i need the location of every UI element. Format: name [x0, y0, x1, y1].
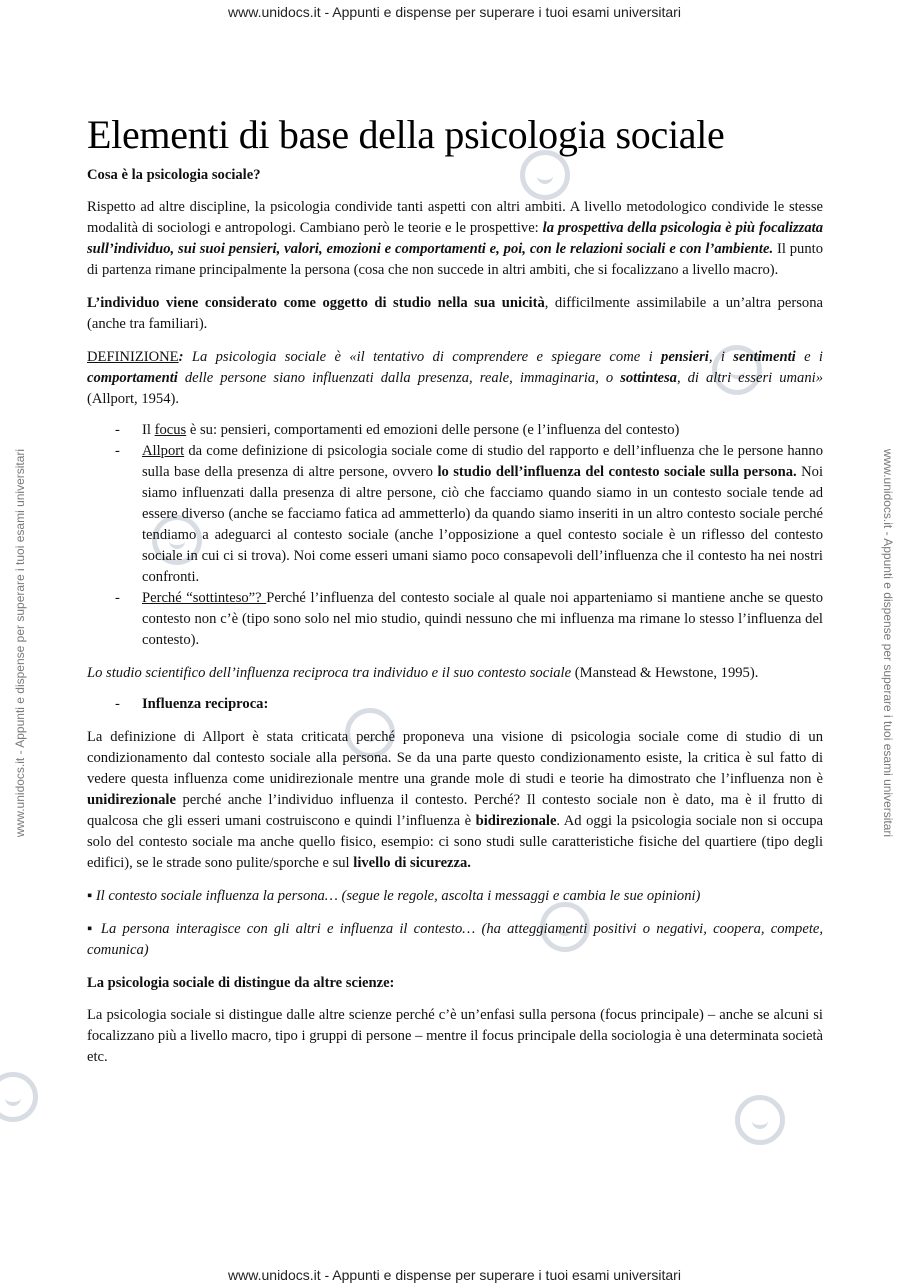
list-item: - Il focus è su: pensieri, comportamenti ed emozioni delle persone (e l’influenza del contesto) — [142, 420, 823, 441]
side-watermark-right: www.unidocs.it - Appunti e dispense per superare i tuoi esami universitari — [881, 448, 895, 838]
paragraph-persona-contesto: ▪ La persona interagisce con gli altri e influenza il contesto… (ha atteggiamenti positivi o negativi, coopera, compete, comunica) — [87, 921, 823, 958]
list-item: - Perché “sottinteso”? Perché l’influenza del contesto sociale al quale noi apparteniamo si mantiene anche se questo contesto non c’è (tipo sono solo nel mio studio, quindi nessuno che mi influenza ma rimane lo stesso l’influenza del contesto). — [142, 588, 823, 651]
paragraph-critica: La definizione di Allport è stata criticata perché proponeva una visione di psicologia sociale come di studio di un condizionamento dal contesto sociale alla persona. Se da una parte questo condizionamento esiste, la critica è sul fatto di vedere questa influenza come unidirezionale mentre una grande mole di studi e teorie ha dimostrato che l’influenza non è unidirezionale perché anche l’individuo influenza il contesto. Perché? Il contesto sociale non è dato, ma è il frutto di qualcosa che gli esseri umani costruiscono e quindi l’influenza è bidirezionale. Ad oggi la psicologia sociale non si occupa solo del contesto sociale ma anche quello fisico, esempio: ci sono studi sulle caratteristiche fisiche del quartiere (tipo degli edifici), se le strade sono pulite/sporche e sul livello di sicurezza. — [87, 729, 823, 871]
page-footer: www.unidocs.it - Appunti e dispense per superare i tuoi esami universitari — [228, 1267, 681, 1283]
document-body — [87, 112, 823, 1080]
unidocs-logo-icon — [735, 1095, 785, 1145]
paragraph-contesto-persona: ▪ Il contesto sociale influenza la persona… (segue le regole, ascolta i messaggi e cambia le sue opinioni) — [87, 888, 701, 904]
paragraph-definizione: DEFINIZIONE: La psicologia sociale è «il tentativo di comprendere e spiegare come i pensieri, i sentimenti e i comportamenti delle persone siano influenzati dalla presenza, reale, immaginaria, o sottintesa, di altri esseri umani» (Allport, 1954). — [87, 349, 823, 407]
section-question: La psicologia sociale di distingue da altre scienze: — [87, 975, 395, 991]
paragraph-intro: Rispetto ad altre discipline, la psicologia condivide tanti aspetti con altri ambiti. A livello metodologico condivide le stesse modalità di sociologi e antropologi. Cambiano però le teorie e le prospettive: la prospettiva della psicologia è più focalizzata sull’individuo, sui suoi pensieri, valori, emozioni e comportamenti e, poi, con le relazioni sociali e con l’ambiente. Il punto di partenza rimane principalmente la persona (cosa che non succede in altri ambiti, che si focalizzano a livello macro). — [87, 199, 823, 278]
bullet-list — [87, 420, 823, 651]
page-header: www.unidocs.it - Appunti e dispense per superare i tuoi esami universitari — [228, 4, 681, 20]
paragraph-individuo: L’individuo viene considerato come oggetto di studio nella sua unicità, difficilmente assimilabile a un’altra persona (anche tra familiari). — [87, 295, 824, 332]
unidocs-logo-icon — [0, 1072, 38, 1122]
section-question: Cosa è la psicologia sociale? — [87, 167, 261, 183]
page-title: Elementi di base della psicologia sociale — [87, 112, 725, 157]
side-watermark-left: www.unidocs.it - Appunti e dispense per superare i tuoi esami universitari — [13, 448, 27, 838]
paragraph-distinzione: La psicologia sociale si distingue dalle altre scienze perché c’è un’enfasi sulla persona (focus principale) – anche se alcuni si focalizzano più a livello macro, tipo i gruppi di persone – mentre il focus principale della sociologia è una determinata società etc. — [87, 1007, 823, 1065]
list-item: - Allport da come definizione di psicologia sociale come di studio del rapporto e dell’influenza che le persone hanno sulla base della presenza di altre persone, ovvero lo studio dell’influenza del contesto sociale sulla persona. Noi siamo influenzati dalla presenza di altre persone, ciò che facciamo quando siamo in un contesto sociale tende ad essere diverso (anche se facciamo fatica ad ammetterlo) da quando siamo inseriti in un altro contesto sociale perché tendiamo a adeguarci al contesto sociale (anche l’opposizione a quel contesto sociale è un riflesso del contesto sociale in cui ci si trova). Noi come esseri umani siamo poco consapevoli dell’influenza che il contesto ha nei nostri confronti. — [142, 441, 823, 588]
definition-label: DEFINIZIONE — [87, 349, 179, 365]
list-item: - Influenza reciproca: — [142, 694, 823, 715]
bullet-list — [87, 694, 823, 715]
paragraph-studio: Lo studio scientifico dell’influenza reciproca tra individuo e il suo contesto sociale (Manstead & Hewstone, 1995). — [87, 665, 759, 681]
